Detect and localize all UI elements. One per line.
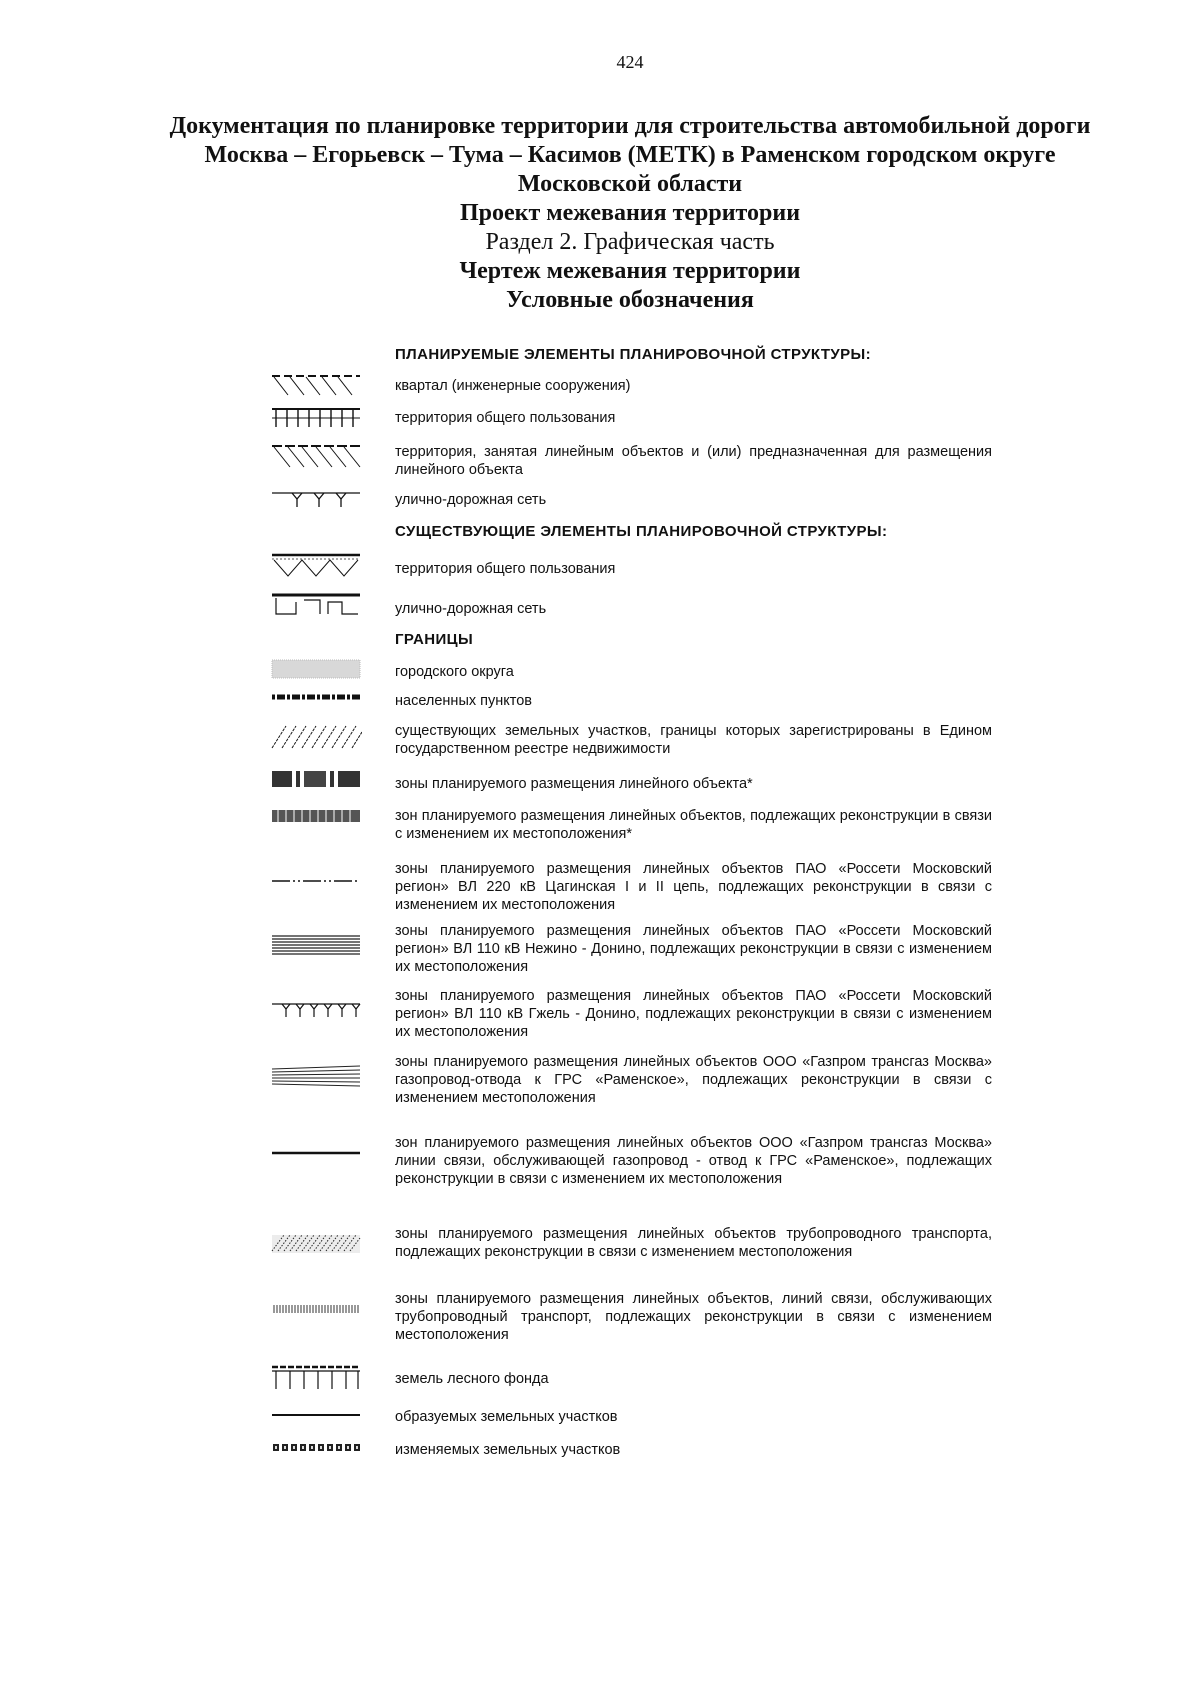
public-territory-planned-symbol	[270, 405, 362, 431]
vl-110-nezhino-symbol	[270, 932, 362, 958]
legend-text: изменяемых земельных участков	[395, 1442, 621, 1458]
title-line-3: Московской области	[517, 171, 743, 197]
formed-plot-symbol	[270, 1402, 362, 1428]
legend-text: улично-дорожная сеть	[395, 492, 547, 508]
section-planned-heading: ПЛАНИРУЕМЫЕ ЭЛЕМЕНТЫ ПЛАНИРОВОЧНОЙ СТРУКТУРЫ:	[395, 346, 872, 363]
legend-text: образуемых земельных участков	[395, 1409, 618, 1425]
legend-text: территория, занятая линейным объектов и (или) предназначенная для размещения линейного объекта	[395, 444, 992, 478]
title-line-7: Условные обозначения	[506, 287, 754, 313]
street-network-existing-symbol	[270, 592, 362, 618]
legend-text: зоны планируемого размещения линейных объектов ООО «Газпром трансгаз Москва» газопровод-отвода к ГРС «Раменское», подлежащих реконструкции в связи с изменением местоположения	[395, 1054, 992, 1106]
section-borders-heading: ГРАНИЦЫ	[395, 631, 474, 648]
title-line-4: Проект межевания территории	[459, 200, 801, 226]
communication-line-symbol	[270, 1140, 362, 1166]
city-district-border-symbol	[270, 657, 362, 683]
legend-text: зон планируемого размещения линейных объектов ООО «Газпром трансгаз Москва» линии связи, обслуживающей газопровод - отвод к ГРС «Раменское», подлежащих реконструкции в связи с изменением их местоположения	[395, 1135, 992, 1187]
legend-text: улично-дорожная сеть	[395, 601, 547, 617]
title-line-2: Москва – Егорьевск – Тума – Касимов (МЕТК) в Раменском городском округе	[204, 142, 1056, 168]
legend-text: городского округа	[395, 664, 514, 680]
legend-text: зоны планируемого размещения линейного объекта*	[395, 776, 753, 792]
legend-text: зоны планируемого размещения линейных объектов трубопроводного транспорта, подлежащих реконструкции в связи с изменением местоположения	[395, 1226, 992, 1260]
legend-text: зон планируемого размещения линейных объектов, подлежащих реконструкции в связи с изменением их местоположения*	[395, 808, 992, 842]
forest-fund-symbol	[270, 1364, 362, 1394]
legend-text: территория общего пользования	[395, 561, 616, 577]
linear-object-zone-symbol	[270, 767, 362, 793]
legend-text: квартал (инженерные сооружения)	[395, 378, 631, 394]
public-territory-existing-symbol	[270, 552, 362, 578]
vl-110-gzhel-symbol	[270, 997, 362, 1023]
linear-object-territory-symbol	[270, 443, 362, 469]
vl-220-symbol	[270, 868, 362, 894]
title-line-6: Чертеж межевания территории	[459, 258, 801, 284]
legend-text: населенных пунктов	[395, 693, 533, 709]
legend-text: зоны планируемого размещения линейных объектов ПАО «Россети Московский регион» ВЛ 220 кВ Цагинская I и II цепь, подлежащих реконструкции в связи с изменением их местоположения	[395, 861, 992, 913]
reconstruction-zone-symbol	[270, 803, 362, 829]
title-line-5: Раздел 2. Графическая часть	[485, 229, 775, 255]
legend-text: зоны планируемого размещения линейных объектов, линий связи, обслуживающих трубопроводный транспорт, подлежащих реконструкции в связи с изменением местоположения	[395, 1291, 992, 1343]
legend-text: существующих земельных участков, границы которых зарегистрированы в Едином государственном реестре недвижимости	[395, 723, 992, 757]
page-number: 424	[616, 52, 644, 72]
legend-text: зоны планируемого размещения линейных объектов ПАО «Россети Московский регион» ВЛ 110 кВ Гжель - Донино, подлежащих реконструкции в связи с изменением их местоположения	[395, 988, 992, 1040]
street-network-planned-symbol	[270, 485, 362, 511]
title-line-1: Документация по планировке территории для строительства автомобильной дороги	[169, 113, 1091, 139]
pipeline-transport-symbol	[270, 1231, 362, 1257]
legend-text: земель лесного фонда	[395, 1371, 549, 1387]
changed-plot-symbol	[270, 1435, 362, 1461]
communication-pipeline-symbol	[270, 1296, 362, 1322]
section-existing-heading: СУЩЕСТВУЮЩИЕ ЭЛЕМЕНТЫ ПЛАНИРОВОЧНОЙ СТРУКТУРЫ:	[395, 523, 888, 540]
registered-land-plot-symbol	[270, 724, 362, 750]
legend-text: территория общего пользования	[395, 410, 616, 426]
settlement-border-symbol	[270, 684, 362, 710]
gas-pipeline-symbol	[270, 1063, 362, 1089]
document-title	[140, 112, 1120, 315]
kvartal-symbol	[270, 373, 362, 399]
legend-text: зоны планируемого размещения линейных объектов ПАО «Россети Московский регион» ВЛ 110 кВ Нежино - Донино, подлежащих реконструкции в связи с изменением их местоположения	[395, 923, 992, 975]
